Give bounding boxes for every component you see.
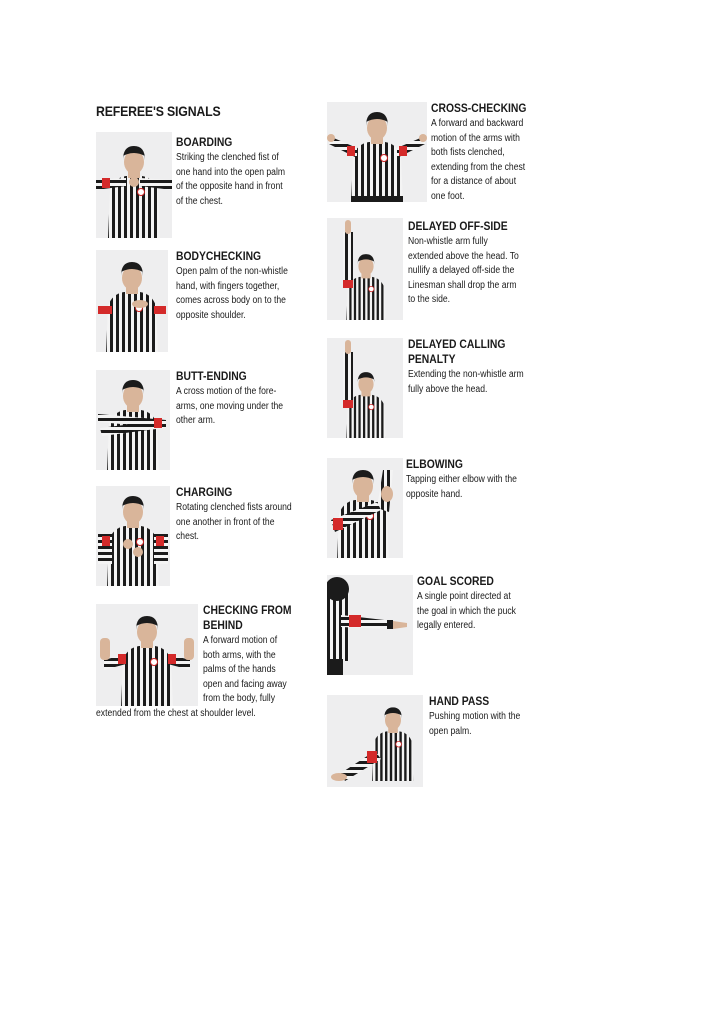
signal-title: CHECKING FROM BEHIND xyxy=(203,605,292,632)
signal-butt-ending xyxy=(176,370,301,429)
signal-description: Rotating clenched fists around one another in front of the chest. xyxy=(176,502,292,543)
signal-title: ELBOWING xyxy=(406,459,463,471)
signal-description: A forward and backward motion of the arms with both fists clenched, extending from the chest for a distance of about one foot. xyxy=(431,118,526,202)
signal-delayed-calling-penalty xyxy=(408,338,543,397)
page-title: REFEREE'S SIGNALS xyxy=(96,103,221,119)
signal-cross-checking xyxy=(431,102,541,205)
signal-description: Pushing motion with the open palm. xyxy=(429,711,521,737)
referee-checking-from-behind-photo xyxy=(96,604,198,706)
signal-description: Open palm of the non-whistle hand, with fingers together, comes across body on to the opposite shoulder. xyxy=(176,266,288,321)
referee-goal-scored-photo xyxy=(327,575,413,675)
signal-title: GOAL SCORED xyxy=(417,576,494,588)
signal-elbowing xyxy=(406,458,535,502)
signal-description-continued: extended from the chest at shoulder level. xyxy=(96,708,256,719)
signal-description: A forward motion of both arms, with the palms of the hands open and facing away from the body, fully xyxy=(203,635,287,705)
referee-hand-pass-photo xyxy=(327,695,423,787)
signal-title: HAND PASS xyxy=(429,696,490,708)
referee-boarding-photo xyxy=(96,132,172,238)
signal-bodychecking xyxy=(176,250,306,323)
referee-charging-photo xyxy=(96,486,170,586)
signal-title: DELAYED OFF-SIDE xyxy=(408,221,508,233)
signal-checking-from-behind xyxy=(203,604,301,707)
referee-cross-checking-photo xyxy=(327,102,427,202)
signal-description: Extending the non-whistle arm fully above the head. xyxy=(408,369,524,395)
signal-goal-scored xyxy=(417,575,532,634)
referee-elbowing-photo xyxy=(327,458,403,558)
signal-charging xyxy=(176,486,311,545)
signal-hand-pass xyxy=(429,695,535,739)
signal-checking-from-behind-last-line xyxy=(96,707,282,722)
signal-description: Tapping either elbow with the opposite hand. xyxy=(406,474,517,500)
signal-title: BUTT-ENDING xyxy=(176,371,247,383)
referee-butt-ending-photo xyxy=(96,370,170,470)
referee-delayed-calling-penalty-photo xyxy=(327,338,403,438)
signal-description: Striking the clenched fist of one hand into the open palm of the opposite hand in front of the chest. xyxy=(176,152,286,207)
signal-description: Non-whistle arm fully extended above the head. To nullify a delayed off-side the Linesman shall drop the arm to the side. xyxy=(408,236,519,306)
signal-title: CHARGING xyxy=(176,487,233,499)
referee-delayed-off-side-photo xyxy=(327,218,403,320)
signal-title: BODYCHECKING xyxy=(176,251,262,263)
signal-title: BOARDING xyxy=(176,137,233,149)
signal-description: A single point directed at the goal in which the puck legally entered. xyxy=(417,591,516,632)
signal-description: A cross motion of the fore- arms, one moving under the other arm. xyxy=(176,386,284,427)
signal-boarding xyxy=(176,136,303,209)
signal-delayed-off-side xyxy=(408,220,537,308)
signal-title: DELAYED CALLING PENALTY xyxy=(408,339,506,366)
signal-title: CROSS-CHECKING xyxy=(431,103,527,115)
referee-bodychecking-photo xyxy=(96,250,168,352)
